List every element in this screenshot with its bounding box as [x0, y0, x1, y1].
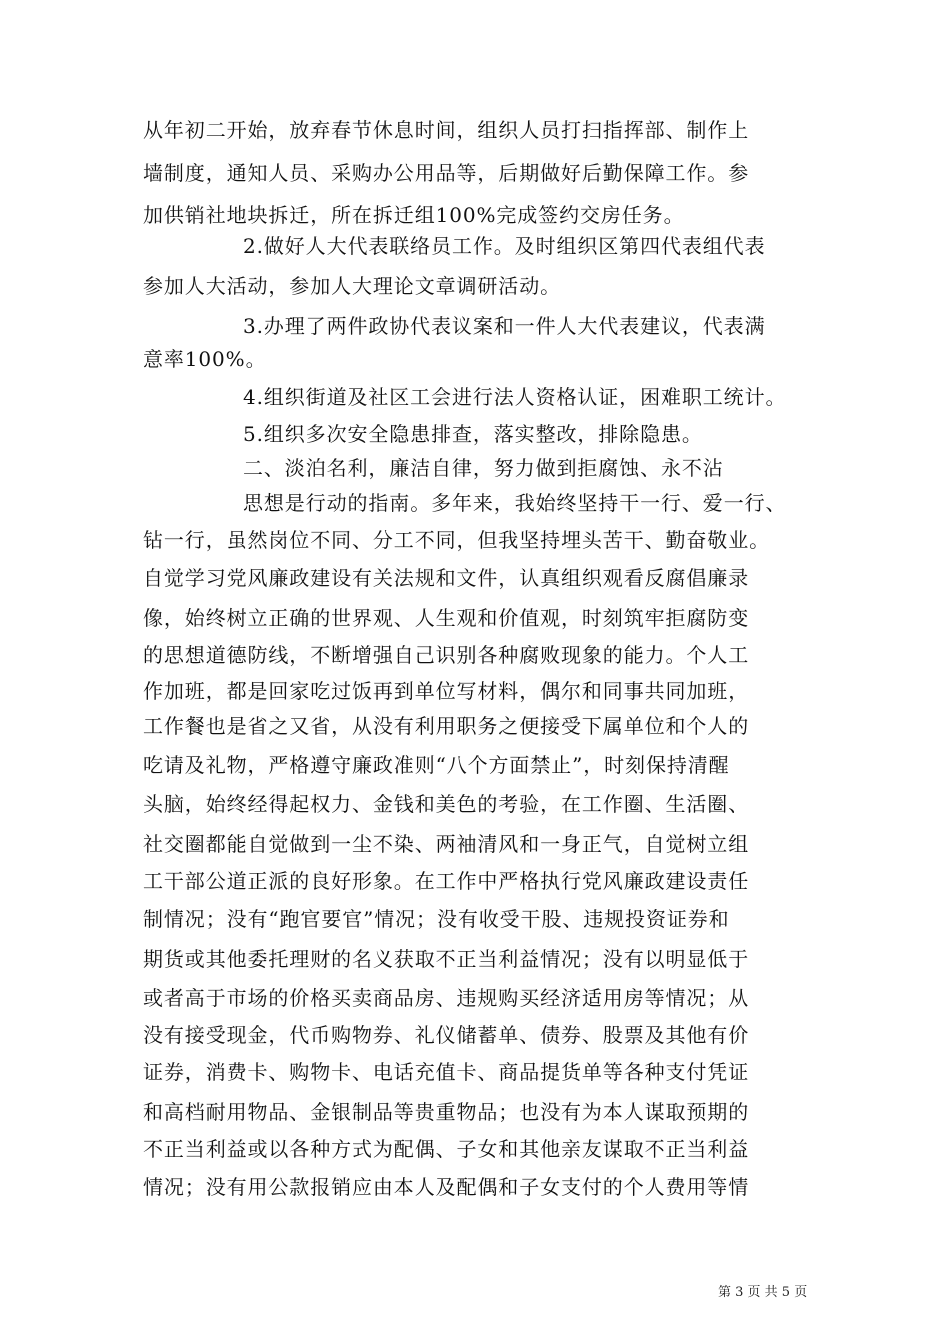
- body-text-line: 作加班，都是回家吃过饭再到单位写材料，偶尔和同事共同加班，: [143, 679, 750, 703]
- body-text-line: 思想是行动的指南。多年来，我始终坚持干一行、爱一行、: [243, 491, 787, 515]
- page-number-footer: 第 3 页 共 5 页: [718, 1285, 808, 1300]
- body-text-line: 意率100%。: [143, 347, 267, 371]
- body-text-line: 头脑，始终经得起权力、金钱和美色的考验，在工作圈、生活圈、: [143, 792, 750, 816]
- body-text-line: 或者高于市场的价格买卖商品房、违规购买经济适用房等情况；从: [143, 986, 750, 1010]
- body-text-line: 情况；没有用公款报销应由本人及配偶和子女支付的个人费用等情: [143, 1175, 750, 1199]
- body-text-line: 像，始终树立正确的世界观、人生观和价值观，时刻筑牢拒腐防变: [143, 606, 750, 630]
- body-text-line: 墙制度，通知人员、采购办公用品等，后期做好后勤保障工作。参: [143, 161, 750, 185]
- body-text-line: 的思想道德防线，不断增强自己识别各种腐败现象的能力。个人工: [143, 643, 750, 667]
- body-text-line: 5.组织多次安全隐患排查，落实整改，排除隐患。: [243, 422, 703, 446]
- body-text-line: 加供销社地块拆迁，所在拆迁组100%完成签约交房任务。: [143, 203, 685, 227]
- body-text-line: 证券，消费卡、购物卡、电话充值卡、商品提货单等各种支付凭证: [143, 1060, 750, 1084]
- body-text-line: 期货或其他委托理财的名义获取不正当利益情况；没有以明显低于: [143, 947, 750, 971]
- body-text-line: 吃请及礼物，严格遵守廉政准则“八个方面禁止”，时刻保持清醒: [143, 753, 730, 777]
- body-text-line: 工干部公道正派的良好形象。在工作中严格执行党风廉政建设责任: [143, 869, 750, 893]
- body-text-line: 钻一行，虽然岗位不同、分工不同，但我坚持埋头苦干、勤奋敬业。: [143, 528, 770, 552]
- body-text-line: 2.做好人大代表联络员工作。及时组织区第四代表组代表: [243, 234, 766, 258]
- body-text-line: 不正当利益或以各种方式为配偶、子女和其他亲友谋取不正当利益: [143, 1137, 750, 1161]
- section-heading: 二、淡泊名利，廉洁自律，努力做到拒腐蚀、永不沾: [243, 456, 724, 480]
- body-text-line: 4.组织街道及社区工会进行法人资格认证，困难职工统计。: [243, 385, 787, 409]
- body-text-line: 社交圈都能自觉做到一尘不染、两袖清风和一身正气，自觉树立组: [143, 832, 750, 856]
- body-text-line: 3.办理了两件政协代表议案和一件人大代表建议，代表满: [243, 314, 766, 338]
- body-text-line: 自觉学习党风廉政建设有关法规和文件，认真组织观看反腐倡廉录: [143, 566, 750, 590]
- body-text-line: 工作餐也是省之又省，从没有利用职务之便接受下属单位和个人的: [143, 714, 750, 738]
- body-text-line: 参加人大活动，参加人大理论文章调研活动。: [143, 274, 561, 298]
- body-text-line: 制情况；没有“跑官要官”情况；没有收受干股、违规投资证券和: [143, 907, 730, 931]
- body-text-line: 没有接受现金，代币购物券、礼仪储蓄单、债券、股票及其他有价: [143, 1023, 750, 1047]
- body-text-line: 从年初二开始，放弃春节休息时间，组织人员打扫指挥部、制作上: [143, 118, 750, 142]
- body-text-line: 和高档耐用物品、金银制品等贵重物品；也没有为本人谋取预期的: [143, 1100, 750, 1124]
